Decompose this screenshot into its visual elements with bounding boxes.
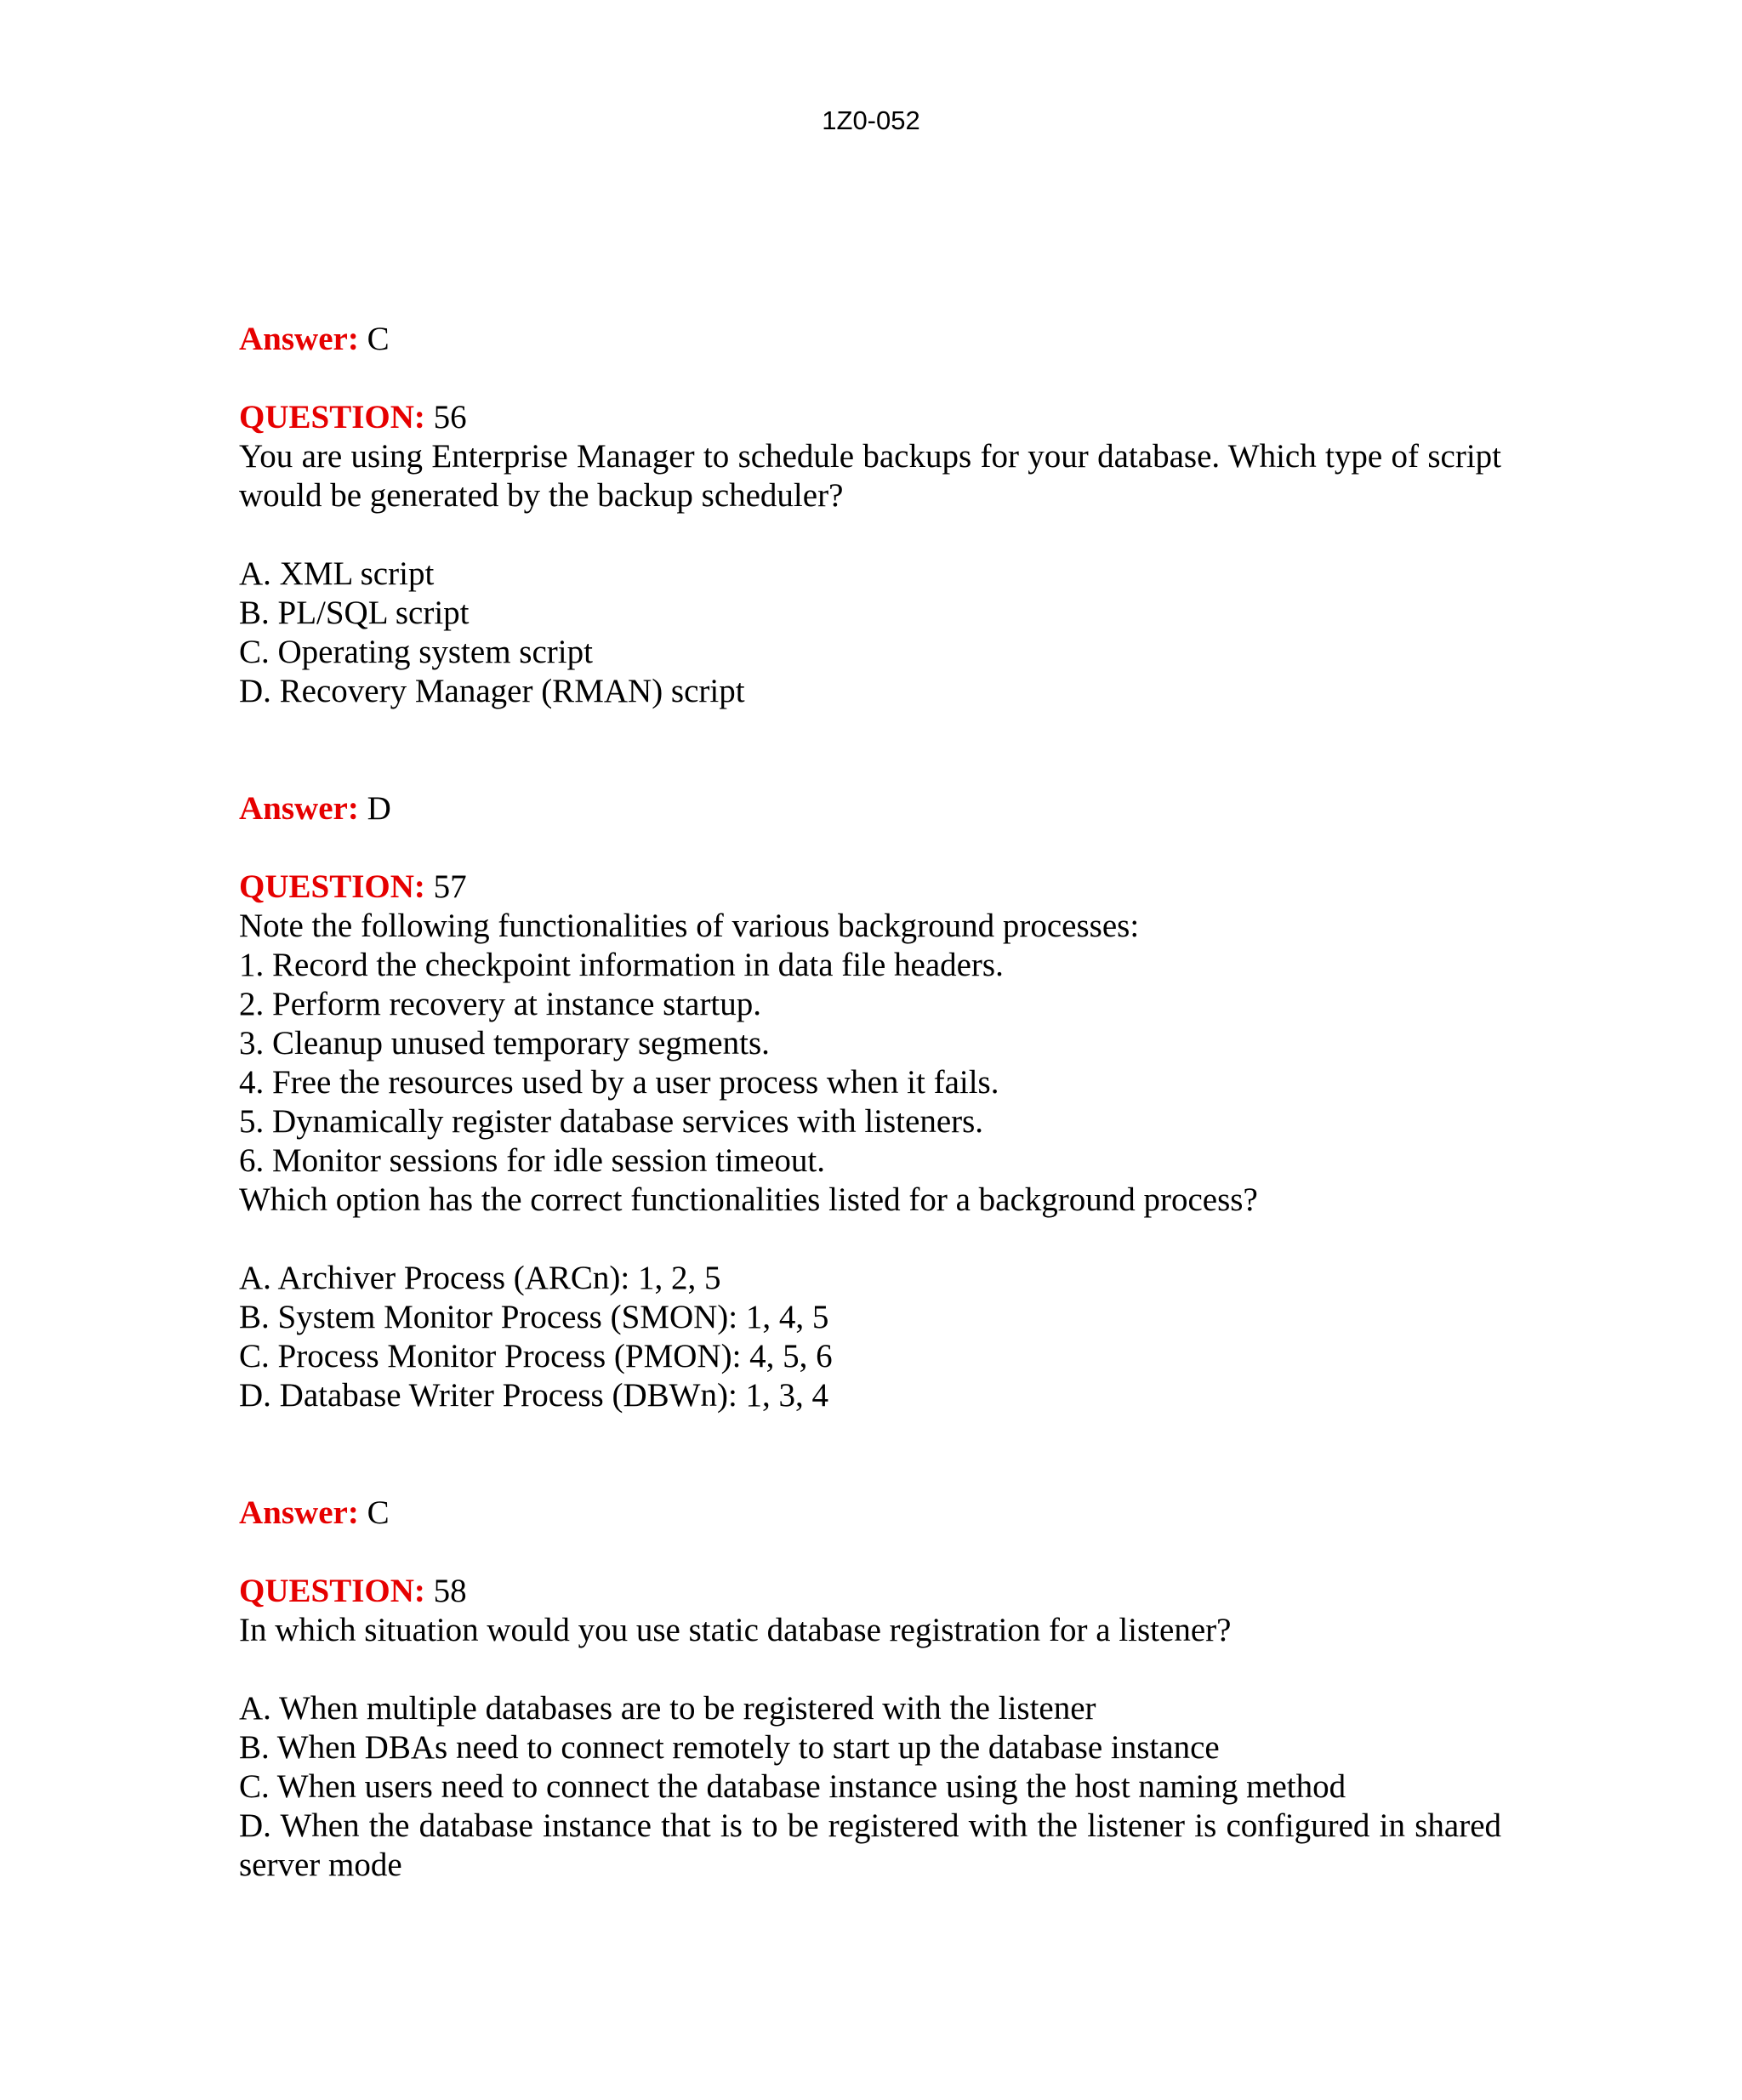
option-a: A. Archiver Process (ARCn): 1, 2, 5 <box>239 1260 721 1296</box>
question-number: 56 <box>433 399 467 435</box>
functionality-item: 6. Monitor sessions for idle session timeout. <box>239 1142 825 1179</box>
question-number: 57 <box>433 868 467 905</box>
question-label: QUESTION: <box>239 399 425 435</box>
functionality-item: 5. Dynamically register database services with listeners. <box>239 1103 984 1140</box>
functionality-item: 3. Cleanup unused temporary segments. <box>239 1025 770 1061</box>
page-header <box>0 104 1742 138</box>
option-c: C. Process Monitor Process (PMON): 4, 5, 6 <box>239 1338 833 1374</box>
option-d: D. When the database instance that is to be registered with the listener is configured in shared server mode <box>239 1807 1510 1883</box>
option-c: C. When users need to connect the database instance using the host naming method <box>239 1768 1346 1805</box>
answer-line <box>239 1494 1501 1533</box>
answer-label: Answer: <box>239 321 359 357</box>
option-d: D. Recovery Manager (RMAN) script <box>239 673 745 709</box>
exam-code: 1Z0-052 <box>822 105 920 135</box>
question-text: In which situation would you use static database registration for a listener? <box>239 1612 1232 1648</box>
answer-label: Answer: <box>239 1494 359 1531</box>
answer-line <box>239 789 1501 828</box>
functionality-item: 2. Perform recovery at instance startup. <box>239 986 762 1022</box>
question-label: QUESTION: <box>239 1573 425 1609</box>
question-intro: Note the following functionalities of various background processes: <box>239 908 1140 944</box>
option-b: B. PL/SQL script <box>239 595 470 631</box>
question-number: 58 <box>433 1573 467 1609</box>
question-heading <box>239 868 1501 907</box>
option-c: C. Operating system script <box>239 634 593 670</box>
document-content <box>239 320 1510 1885</box>
answer-label: Answer: <box>239 790 359 827</box>
option-b: B. System Monitor Process (SMON): 1, 4, 5 <box>239 1299 829 1335</box>
question-text: Which option has the correct functionalities listed for a background process? <box>239 1181 1258 1218</box>
answer-value: C <box>367 321 390 357</box>
question-heading <box>239 1572 1501 1611</box>
option-d: D. Database Writer Process (DBWn): 1, 3, 4 <box>239 1377 829 1414</box>
functionality-item: 4. Free the resources used by a user process when it fails. <box>239 1064 999 1101</box>
question-heading <box>239 398 1501 437</box>
functionality-item: 1. Record the checkpoint information in data file headers. <box>239 947 1004 983</box>
question-label: QUESTION: <box>239 868 425 905</box>
option-a: A. XML script <box>239 555 435 592</box>
answer-line <box>239 320 1501 359</box>
option-b: B. When DBAs need to connect remotely to start up the database instance <box>239 1729 1220 1766</box>
question-text: You are using Enterprise Manager to schedule backups for your database. Which type of script would be generated by the backup scheduler? <box>239 438 1510 514</box>
answer-value: C <box>367 1494 390 1531</box>
option-a: A. When multiple databases are to be registered with the listener <box>239 1690 1096 1727</box>
answer-value: D <box>367 790 391 827</box>
